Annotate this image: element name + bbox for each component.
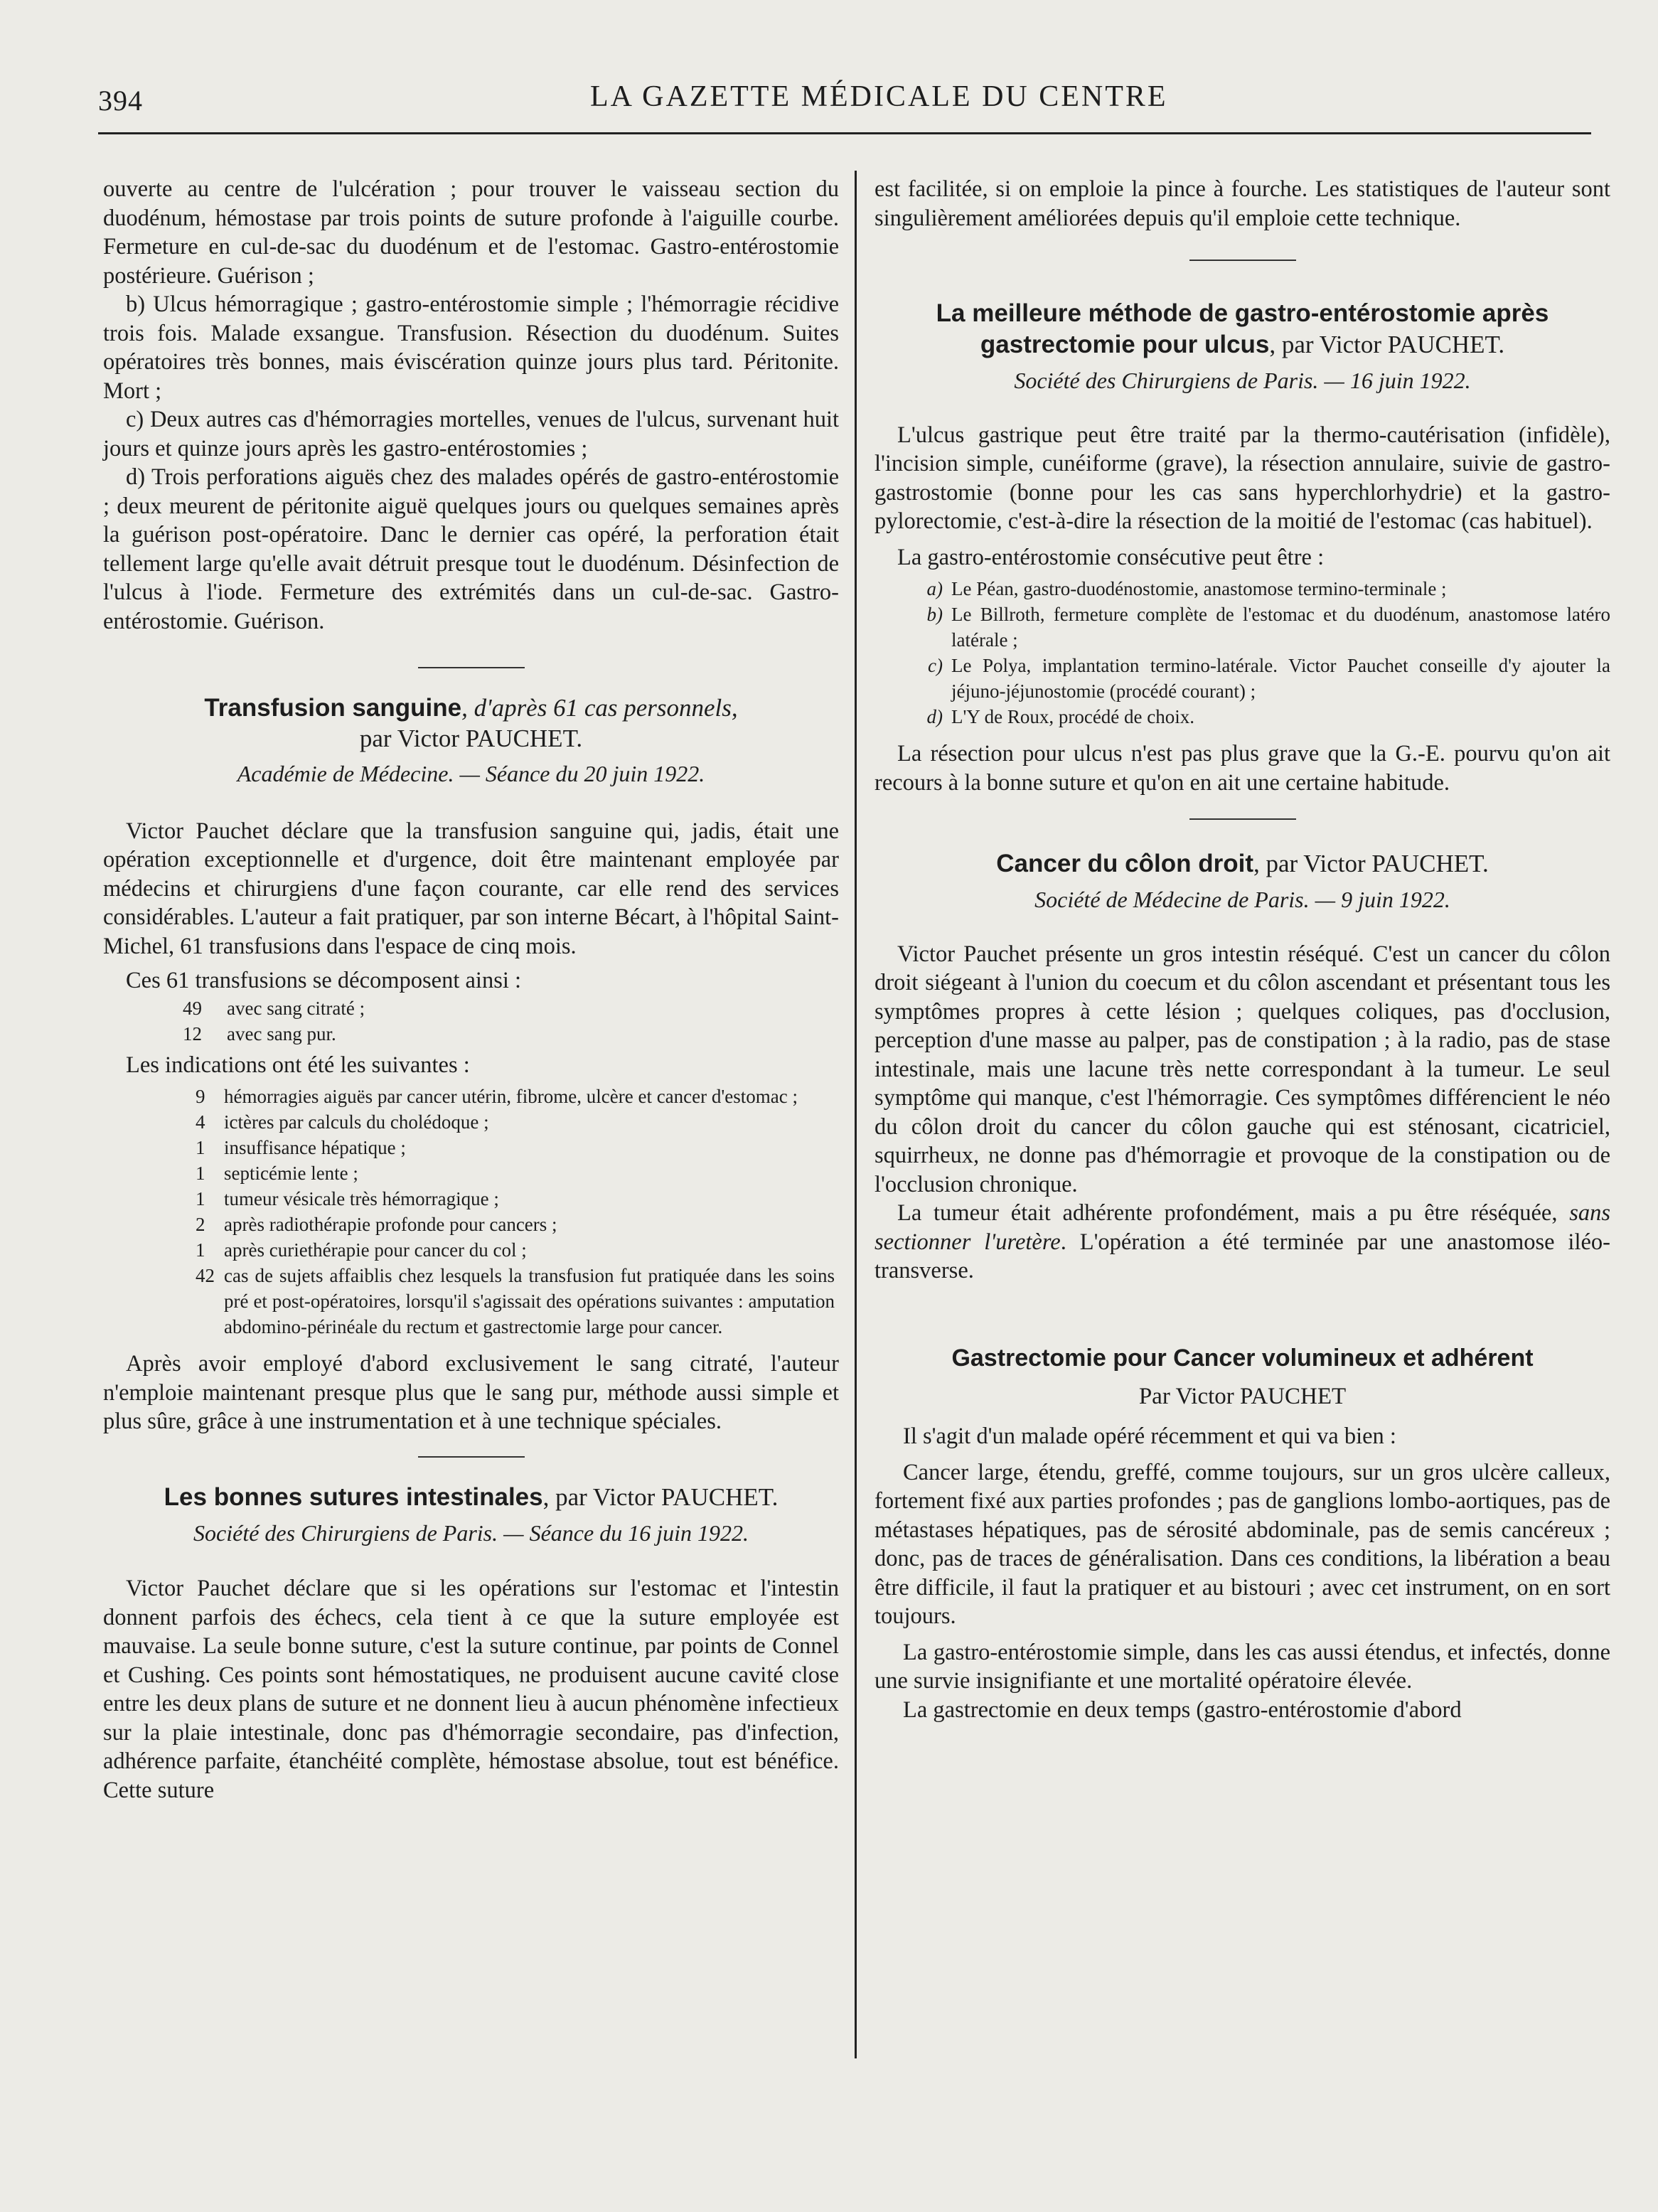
- article-paragraph: Ces 61 transfusions se décomposent ainsi :: [126, 968, 522, 993]
- article-paragraph: La gastro-entérostomie simple, dans les cas aussi étendus, et infectés, donne une survie insignifiante et une mortalité opératoire élevée.: [875, 1639, 1610, 1694]
- article-paragraph: L'ulcus gastrique peut être traité par la thermo-cautérisation (infidèle), l'incision simple, cunéiforme (grave), la résection annulaire, suivie de gastro-gastrostomie (bonne pour les cas sans hyperchlorhydrie) et la gastro-pylorectomie, c'est-à-dire la résection de la moitié de l'estomac (cas habituel).: [875, 422, 1610, 534]
- article-byline: par Victor PAUCHET.: [359, 725, 583, 752]
- header-rule: [98, 132, 1591, 134]
- list-item: 1 septicémie lente ;: [196, 1163, 358, 1184]
- article-paragraph: Victor Pauchet déclare que la transfusion sanguine qui, jadis, était une opération exceptionnelle et d'urgence, doit être maintenant employée par médecins et chirurgiens d'une façon courante, car elle rend des services considérables. L'auteur a fait pratiquer, par son interne Bécart, à l'hôpital Saint-Michel, 61 transfusions dans l'espace de cinq mois.: [103, 818, 839, 959]
- page-number: 394: [98, 85, 143, 117]
- article-paragraph: La résection pour ulcus n'est pas plus grave que la G.-E. pourvu qu'on ait recours à la bonne suture et qu'on en ait une certaine habitude.: [875, 741, 1610, 796]
- article-title: Cancer du côlon droit, par Victor PAUCHET.: [996, 850, 1489, 877]
- list-item: 1 insuffisance hépatique ;: [196, 1137, 406, 1158]
- list-item: 1 après curiethérapie pour cancer du col ;: [196, 1239, 527, 1261]
- left-column: [103, 175, 839, 1805]
- article-paragraph: Victor Pauchet présente un gros intestin réséqué. C'est un cancer du côlon droit siégeant à l'union du coecum et du côlon ascendant et présentant tous les symptômes propres à cette lésion ; quelques coliques, pas d'occlusion, perception d'une masse au palper, pas de constipation ; à la radio, pas de stase intestinale, mais une lacune très nette correspondant à la tumeur. Le seul symptôme qui manque, c'est l'hémorragie. Ces symptômes différencient le néo du côlon droit du cancer du côlon gauche qui est sténosant, cicatriciel, squirrheux, ne donne pas d'hémorragie et provoque de la constipation ou de l'occlusion chronique.: [875, 941, 1610, 1197]
- indications-list: [103, 1084, 839, 1340]
- list-item: a) Le Péan, gastro-duodénostomie, anastomose termino-terminale ;: [926, 578, 1447, 599]
- society-line: Société des Chirurgiens de Paris. — Séance du 16 juin 1922.: [193, 1519, 749, 1546]
- list-item: 42 cas de sujets affaiblis chez lesquels la transfusion fut pratiquée dans les soins pré et post-opératoires, lorsqu'il s'agissait des opérations suivantes : amputation abdomino-périnéale du rectum et gastrectomie large pour cancer.: [196, 1265, 835, 1337]
- list-item: c) Le Polya, implantation termino-latérale. Victor Pauchet conseille d'y ajouter la jéjuno-jéjunostomie (procédé courant) ;: [928, 655, 1610, 702]
- gastrectomie-article: [875, 1342, 1610, 1725]
- article-paragraph: La gastrectomie en deux temps (gastro-entérostomie d'abord: [903, 1697, 1462, 1723]
- colon-article: [875, 848, 1610, 1286]
- article-paragraph: Après avoir employé d'abord exclusivement le sang citraté, l'auteur n'emploie maintenant presque plus que le sang pur, méthode aussi simple et plus sûre, grâce à une instrumentation et à une technique spéciales.: [103, 1351, 839, 1434]
- article-paragraph: Il s'agit d'un malade opéré récemment et qui va bien :: [903, 1423, 1396, 1449]
- case-b-paragraph: b) Ulcus hémorragique ; gastro-entérostomie simple ; l'hémorragie récidive trois fois. Malade exsangue. Transfusion. Résection du duodénum. Suites opératoires très bonnes, mais éviscération quinze jours plus tard. Péritonite. Mort ;: [103, 292, 839, 404]
- article-paragraph: Victor Pauchet déclare que si les opérations sur l'estomac et l'intestin donnent parfois des échecs, cela tient à ce que la suture employée est mauvaise. La seule bonne suture, c'est la suture continue, par points de Connel et Cushing. Ces points sont hémostatiques, ne produisent aucune cavité close entre les deux plans de suture et ne donnent lieu à aucun phénomène infectieux sur la plaie intestinale, donc pas d'hémorragie secondaire, pas d'infection, adhérence parfaite, étanchéité complète, hémostase absolue, tout est bénéfice. Cette suture: [103, 1576, 839, 1803]
- methode-article: [875, 298, 1610, 797]
- journal-title: LA GAZETTE MÉDICALE DU CENTRE: [590, 80, 1168, 113]
- society-line: Société des Chirurgiens de Paris. — 16 juin 1922.: [1014, 368, 1471, 393]
- methods-list: [875, 576, 1610, 730]
- case-c-paragraph: c) Deux autres cas d'hémorragies mortelles, venues de l'ulcus, survenant huit jours et quinze jours après les gastro-entérostomies ;: [103, 407, 839, 461]
- list-item: 2 après radiothérapie profonde pour cancers ;: [196, 1214, 557, 1235]
- split-list: [103, 995, 839, 1047]
- transfusion-article: [103, 693, 839, 1436]
- article-paragraph: La gastro-entérostomie consécutive peut être :: [897, 544, 1325, 570]
- article-paragraph: Les indications ont été les suivantes :: [126, 1052, 470, 1078]
- article-byline: Par Victor PAUCHET: [1138, 1383, 1347, 1409]
- list-item: 49 avec sang citraté ;: [183, 997, 365, 1019]
- list-item: b) Le Billroth, fermeture complète de l'estomac et du duodénum, anastomose latéro latérale ;: [926, 604, 1610, 651]
- article-title: Gastrectomie pour Cancer volumineux et adhérent: [951, 1344, 1534, 1372]
- column-divider: [855, 171, 857, 2058]
- list-item: 4 ictères par calculs du cholédoque ;: [196, 1111, 489, 1133]
- article-paragraph: Cancer large, étendu, greffé, comme toujours, sur un gros ulcère calleux, fortement fixé aux parties profondes ; pas de ganglions lombo-aortiques, pas de métastases hépatiques, pas de sérosité abdominale, pas de semis cancéreux ; donc, pas de traces de généralisation. Dans ces conditions, la libération a beau être difficile, il faut la pratiquer et au bistouri ; avec cet instrument, on en sort toujours.: [875, 1459, 1610, 1629]
- society-line: Académie de Médecine. — Séance du 20 juin 1922.: [237, 761, 705, 786]
- list-item: d) L'Y de Roux, procédé de choix.: [926, 706, 1195, 727]
- list-item: 1 tumeur vésicale très hémorragique ;: [196, 1188, 499, 1209]
- article-paragraph: La tumeur était adhérente profondément, mais a pu être réséquée, sans sectionner l'uretère. L'opération a été terminée par une anastomose iléo-transverse.: [875, 1200, 1610, 1283]
- right-column: [875, 175, 1610, 1724]
- article-title: Transfusion sanguine, d'après 61 cas personnels,: [204, 694, 738, 722]
- sutures-article: [103, 1482, 839, 1805]
- continued-paragraph: ouverte au centre de l'ulcération ; pour trouver le vaisseau section du duodénum, hémostase par trois points de suture profonde à l'aiguille courbe. Fermeture en cul-de-sac du duodénum et de l'estomac. Gastro-entérostomie postérieure. Guérison ;: [103, 176, 839, 289]
- article-title: La meilleure méthode de gastro-entérostomie après gastrectomie pour ulcus, par Victor PAUCHET.: [936, 299, 1549, 358]
- continued-paragraph: est facilitée, si on emploie la pince à fourche. Les statistiques de l'auteur sont singulièrement améliorées depuis qu'il emploie cette technique.: [875, 176, 1610, 231]
- list-item: 9 hémorragies aiguës par cancer utérin, fibrome, ulcère et cancer d'estomac ;: [196, 1086, 798, 1107]
- article-title: Les bonnes sutures intestinales, par Victor PAUCHET.: [164, 1482, 779, 1511]
- society-line: Société de Médecine de Paris. — 9 juin 1922.: [1034, 887, 1450, 912]
- list-item: 12 avec sang pur.: [183, 1022, 336, 1044]
- case-d-paragraph: d) Trois perforations aiguës chez des malades opérés de gastro-entérostomie ; deux meurent de péritonite aiguë quelques jours ou quelques semaines après la guérison post-opératoire. Danc le dernier cas opéré, la perforation était tellement large qu'elle avait détruit presque tout le duodénum. Désinfection de l'ulcus à l'iode. Fermeture des extrémités dans un cul-de-sac. Gastro-entérostomie. Guérison.: [103, 464, 839, 634]
